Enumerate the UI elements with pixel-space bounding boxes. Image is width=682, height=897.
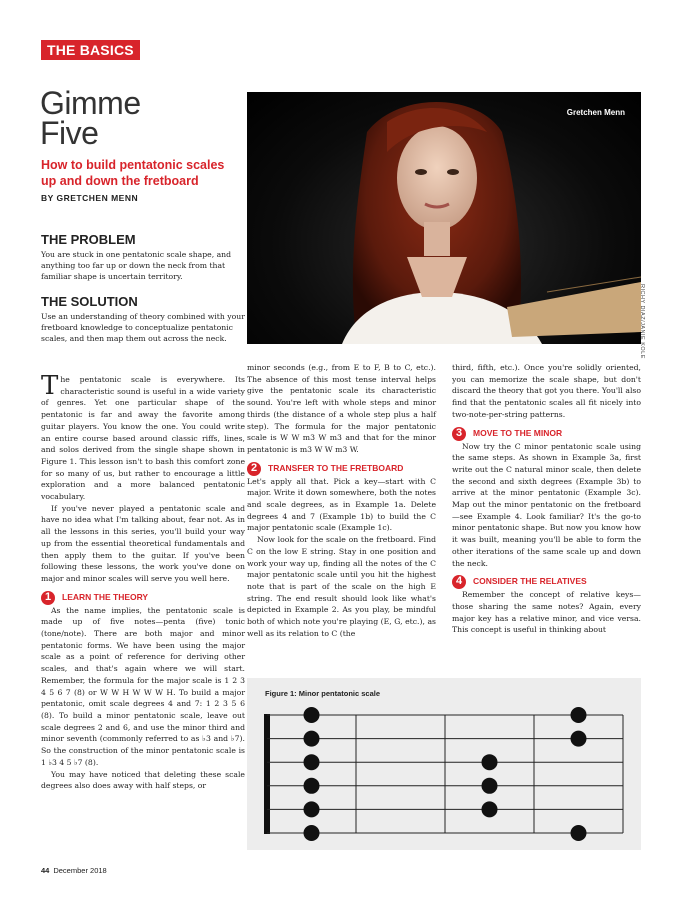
step-1-heading <box>41 591 245 605</box>
column-2 <box>247 362 436 639</box>
scale-note-dot <box>304 825 320 841</box>
step-4-heading <box>452 575 641 589</box>
col2-paragraph-2: Let's apply all that. Pick a key—start with C major. Write it down somewhere, both the notes and scale degrees, as in Example 1a. Delete degrees 4 and 7 (Example 1b) to build the C major pentatonic scale (Example 1c). <box>247 476 436 533</box>
scale-note-dot <box>304 754 320 770</box>
step-2-heading <box>247 462 436 476</box>
problem-heading: THE PROBLEM <box>41 232 136 247</box>
scale-note-dot <box>482 754 498 770</box>
article-subtitle: How to build pentatonic scales up and down the fretboard <box>41 158 225 188</box>
photo-caption: Gretchen Menn <box>566 108 625 117</box>
col2-paragraph-1: minor seconds (e.g., from E to F, B to C, etc.). The absence of this most tense interval helps give the pentatonic scale its characteristic sound. You're left with whole steps and minor thirds (the distance of a whole step plus a half step). The formula for the major pentatonic scale is W W m3 W m3 and that for the minor pentatonic is m3 W W m3 W. <box>247 363 436 454</box>
title-line-1: Gimme <box>40 85 141 121</box>
scale-note-dot <box>482 801 498 817</box>
drop-cap: T <box>41 371 59 401</box>
step-3-heading <box>452 427 641 441</box>
article-title <box>40 85 141 151</box>
section-tag: THE BASICS <box>41 40 140 60</box>
figure-1 <box>247 678 641 850</box>
col3-paragraph-1: third, fifth, etc.). Once you're solidly oriented, you can memorize the scale shape, but don't discard the theory that got you there. You'll also find that the pentatonic scales all fit nicely into two-note-per-string patterns. <box>452 363 641 419</box>
step-number-badge: 4 <box>452 575 466 589</box>
step-number-badge: 2 <box>247 462 261 476</box>
page-number: 44 <box>41 866 50 875</box>
scale-note-dot <box>304 707 320 723</box>
author-photo <box>247 92 641 344</box>
scale-note-dot <box>571 707 587 723</box>
step-label: LEARN THE THEORY <box>62 591 149 602</box>
fretboard-diagram <box>247 678 641 850</box>
scale-note-dot <box>482 778 498 794</box>
photo-credit: RICHY DIAZ/JANIE KOLE <box>639 284 645 359</box>
issue-date: December 2018 <box>53 866 107 875</box>
page-footer <box>41 866 107 875</box>
col1-paragraph-4: You may have noticed that deleting these scale degrees also does away with half steps, or <box>41 769 245 791</box>
problem-text: You are stuck in one pentatonic scale shape, and anything too far up or down the neck from that familiar shape is uncertain territory. <box>41 250 232 281</box>
step-label: MOVE TO THE MINOR <box>473 427 563 438</box>
col1-paragraph-3: As the name implies, the pentatonic scale is made up of five notes—penta (five) tonic (tone/note). There are both major and minor pentatonic forms. We have been using the major scale as a point of reference for deriving other scales, and that's again where we will start. Remember, the formula for the major scale is 1 2 3 4 5 6 7 (8) or W W H W W W H. To build a major pentatonic, omit scale degrees 4 and 7: 1 2 3 5 6 (8). To build a minor pentatonic scale, leave out scale degrees 2 and 6, and use the minor third and minor seventh (commonly referred to as ♭3 and ♭7). So the construction of the minor pentatonic scale is 1 ♭3 4 5 ♭7 (8). <box>41 605 245 767</box>
nut <box>264 714 270 834</box>
col1-paragraph-1: The pentatonic scale is everywhere. Its characteristic sound is useful in a wide variety of genres. Yet one particular shape of the pentatonic is far and away the favorite among guitar players. You know the one. You could write an entire course based around classic riffs, lines, and solos derived from the single shape shown in Figure 1. This lesson isn't to bash this comfort zone for so many of us, but rather to encourage a little exploration and a more balanced pentatonic vocabulary. <box>41 371 245 502</box>
col3-paragraph-3: Remember the concept of relative keys—those sharing the same notes? Again, every major key has a relative minor, and vice versa. This concept is useful in thinking about <box>452 590 641 635</box>
scale-note-dot <box>571 731 587 747</box>
step-label: CONSIDER THE RELATIVES <box>473 576 587 587</box>
figure-title: Figure 1: Minor pentatonic scale <box>265 689 381 698</box>
scale-note-dot <box>304 778 320 794</box>
column-1 <box>41 371 245 792</box>
solution-text: Use an understanding of theory combined with your fretboard knowledge to conceptualize pentatonic scales, and then map them out across the neck. <box>41 312 245 343</box>
col2-paragraph-3: Now look for the scale on the fretboard. Find C on the low E string. Stay in one position and work your way up, finding all the notes of the C major pentatonic scale until you hit the highest note that is part of the scale on the high E string. The end result should look like what's depicted in Example 2. As you play, be mindful both of which note you're playing (E, G, etc.), as well as its relation to C (the <box>247 535 436 638</box>
scale-note-dot <box>571 825 587 841</box>
column-3 <box>452 362 641 636</box>
byline: BY GRETCHEN MENN <box>41 193 139 203</box>
solution-heading: THE SOLUTION <box>41 294 138 309</box>
col1-paragraph-2: If you've never played a pentatonic scale and have no idea what I'm talking about, fear not. As in all the lessons in this series, you'll build your way up from the essential theoretical fundamentals and then apply them to the guitar. If you've been following these lessons, the work you've done on major and minor scales will serve you well here. <box>41 503 245 583</box>
portrait-illustration <box>247 92 641 344</box>
step-number-badge: 3 <box>452 427 466 441</box>
step-label: TRANSFER TO THE FRETBOARD <box>268 462 404 473</box>
step-number-badge: 1 <box>41 591 55 605</box>
col3-paragraph-2: Now try the C minor pentatonic scale using the same steps. As shown in Example 3a, first write out the C natural minor scale, then delete the second and sixth degrees (Example 3b) to arrive at the minor pentatonic (Example 3c). Map out the minor pentatonic on the fretboard—see Example 4. Look familiar? It's the go-to minor pentatonic shape. But now you know how it was built, meaning you'll be able to form the other iterations of the same scale up and down the neck. <box>452 441 641 568</box>
scale-note-dot <box>304 731 320 747</box>
title-line-2: Five <box>40 115 99 151</box>
scale-note-dot <box>304 801 320 817</box>
